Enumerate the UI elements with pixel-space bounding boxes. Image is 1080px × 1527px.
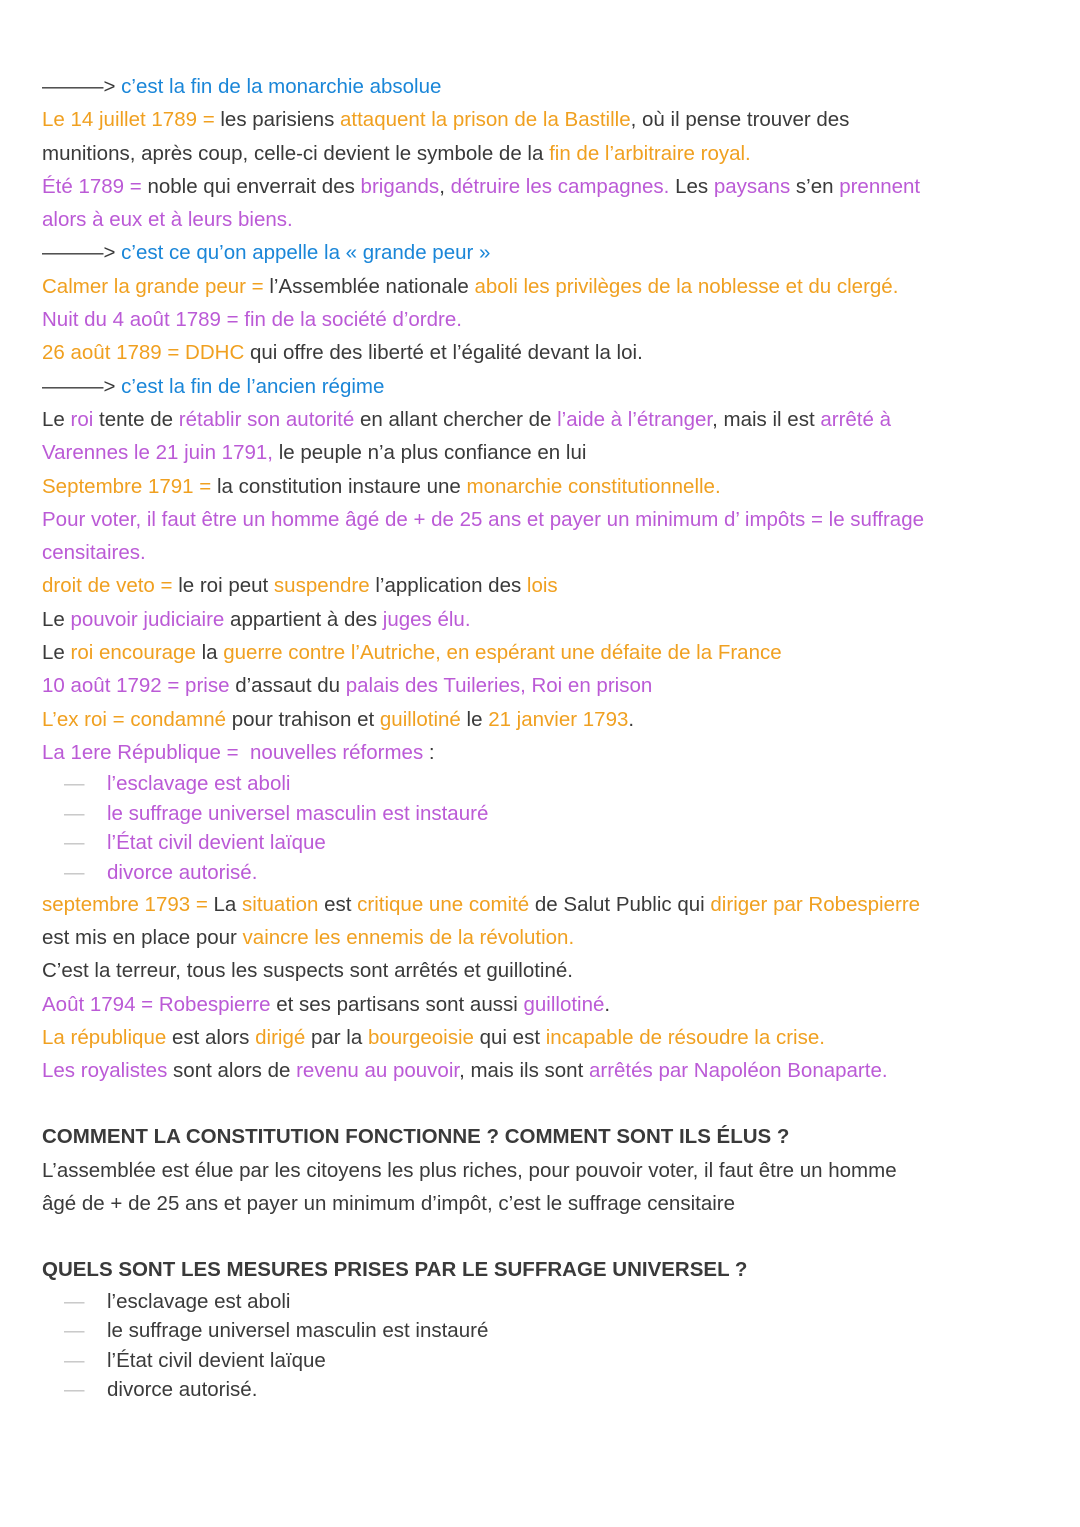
note-text: vaincre les ennemis de la révolution. [242,925,575,949]
note-line [42,336,1038,369]
note-text: s’en [790,174,840,198]
note-text: roi [70,407,94,431]
note-text: détruire les campagnes. [450,174,670,198]
note-text: Pour voter, il faut être un homme âgé de + de 25 ans et payer un minimum d’ impôts = le suffrage [42,507,924,531]
spacer [42,1220,1038,1253]
suffrage-measures-list [42,1287,1038,1405]
list-item [42,769,1038,799]
dash-marker: — [64,861,85,885]
note-line [42,888,1038,921]
note-line [42,1054,1038,1087]
note-text: suspendre [273,574,370,598]
note-text: l’application des [369,574,527,598]
note-text: alors à eux et à leurs biens. [42,208,293,232]
dash-marker: — [64,1319,85,1343]
note-text: ———> [42,75,122,98]
note-line [42,370,1038,403]
note-text: C’est la terreur, tous les suspects sont arrêtés et guillotiné. [42,959,573,983]
note-text: aboli les privilèges de la noblesse et du clergé. [474,274,899,298]
note-line [42,636,1038,669]
note-text: et ses partisans sont aussi [270,992,524,1016]
note-text: 26 août 1789 = DDHC [42,341,245,365]
note-line [42,736,1038,769]
note-text: est [318,892,358,916]
spacer [42,1087,1038,1120]
note-text: arrêté à [820,407,891,431]
list-item [42,828,1038,858]
note-line [42,403,1038,436]
note-line [42,669,1038,702]
constitution-answer-line: âgé de + de 25 ans et payer un minimum d’impôt, c’est le suffrage censitaire [42,1191,736,1215]
note-text: pouvoir judiciaire [70,607,225,631]
note-text: les parisiens [220,108,341,132]
note-text: situation [242,892,319,916]
note-line [42,954,1038,987]
note-text: nouvelles réformes [250,740,424,764]
note-text: d’assaut du [229,674,346,698]
note-text: Le [42,407,71,431]
dash-marker: — [64,772,85,796]
note-text: prennent [839,174,921,198]
note-text: L’ex roi = condamné [42,707,227,731]
note-line [42,603,1038,636]
note-text: diriger par Robespierre [710,892,921,916]
note-text: c’est la fin de la monarchie absolue [121,75,442,98]
note-line [42,988,1038,1021]
note-text: est mis en place pour [42,925,243,949]
list-item [42,858,1038,888]
list-item-text: le suffrage universel masculin est instauré [107,1319,489,1343]
note-text: , mais ils sont [459,1059,589,1083]
section-heading-constitution: COMMENT LA CONSTITUTION FONCTIONNE ? COMMENT SONT ILS ÉLUS ? [42,1125,790,1149]
list-item-text: l’État civil devient laïque [107,1348,326,1372]
note-line [42,203,1038,236]
note-text: censitaires. [42,541,146,565]
note-line [42,137,1038,170]
note-text: Calmer la grande peur = [42,274,270,298]
note-line [42,436,1038,469]
note-text: paysans [713,174,791,198]
list-item [42,1287,1038,1317]
note-text: palais des Tuileries, Roi en prison [345,674,653,698]
note-text: rétablir son autorité [178,407,355,431]
note-text: Varennes le 21 juin 1791, [42,441,273,465]
list-item-text: l’esclavage est aboli [107,772,291,796]
note-text: 21 janvier 1793 [488,707,629,731]
note-text: Août 1794 = Robespierre [42,992,271,1016]
note-line [42,170,1038,203]
note-text: guillotiné [523,992,605,1016]
note-text: le peuple n’a plus confiance en lui [273,441,587,465]
note-text: appartient à des [224,607,383,631]
note-line [42,921,1038,954]
note-line [42,303,1038,336]
note-line [42,103,1038,136]
note-text: 10 août 1792 = prise [42,674,230,698]
note-text: arrêtés par Napoléon Bonaparte. [588,1059,888,1083]
note-text: sont alors de [167,1059,297,1083]
constitution-answer-line: L’assemblée est élue par les citoyens les plus riches, pour pouvoir voter, il faut être un homme [42,1158,897,1182]
note-text: c’est la fin de l’ancien régime [121,374,385,398]
note-text: La 1ere République = [42,740,245,764]
note-text: l’aide à l’étranger [557,407,713,431]
revolution-notes [42,70,1038,769]
note-line [42,1021,1038,1054]
note-text: bourgeoisie [367,1025,474,1049]
note-line [42,70,1038,103]
dash-marker: — [64,1378,85,1402]
dash-marker: — [64,1348,85,1372]
note-line [42,236,1038,269]
note-text: Les [669,174,714,198]
note-text: brigands [360,174,440,198]
list-item-text: l’État civil devient laïque [107,831,326,855]
list-item-text: le suffrage universel masculin est instauré [107,801,489,825]
note-text: Les royalistes [42,1059,168,1083]
note-text: Le [42,607,71,631]
dash-marker: — [64,831,85,855]
note-text: ———> [42,241,122,265]
note-text: de Salut Public qui [529,892,711,916]
note-line [42,503,1038,536]
section-heading-suffrage: QUELS SONT LES MESURES PRISES PAR LE SUFFRAGE UNIVERSEL ? [42,1258,748,1282]
note-text: . [604,992,611,1016]
list-item-text: l’esclavage est aboli [107,1289,291,1313]
note-text: revenu au pouvoir [296,1059,460,1083]
note-text: incapable de résoudre la crise. [545,1025,825,1049]
note-text: qui est [473,1025,546,1049]
note-text: , mais il est [712,407,821,431]
note-text: Été 1789 = [42,174,148,198]
list-item [42,1375,1038,1405]
note-text: monarchie constitutionnelle. [466,474,721,498]
terror-notes [42,888,1038,1088]
note-text: tente de [93,407,179,431]
note-line [42,703,1038,736]
note-text: ———> [42,374,122,398]
note-text: , [439,174,451,198]
note-text: par la [305,1025,368,1049]
note-text: juges élu. [382,607,471,631]
note-text: dirigé [255,1025,306,1049]
note-text: la constitution instaure une [216,474,467,498]
note-text: munitions, après coup, celle-ci devient le symbole de la [42,141,550,165]
note-text: qui offre des liberté et l’égalité devant la loi. [244,341,643,365]
note-text: c’est ce qu’on appelle la « grande peur » [121,241,491,265]
note-text: Le [42,641,71,665]
note-text: Nuit du 4 août 1789 = fin de la société d’ordre. [42,308,462,332]
note-text: roi encourage [70,641,196,665]
note-line [42,270,1038,303]
note-text: en allant chercher de [354,407,558,431]
dash-marker: — [64,801,85,825]
note-text: , où il pense trouver des [630,108,850,132]
note-text: fin de l’arbitraire royal. [549,141,751,165]
dash-marker: — [64,1289,85,1313]
note-text: . [628,707,635,731]
note-text: le roi peut [178,574,274,598]
note-text: Le 14 juillet 1789 = [42,108,221,132]
note-text: attaquent la prison de la Bastille [340,108,631,132]
list-item-text: divorce autorisé. [107,861,258,885]
note-text: La république [42,1025,167,1049]
note-text: Septembre 1791 = [42,474,217,498]
note-text: lois [526,574,558,598]
note-text: le [460,707,489,731]
list-item-text: divorce autorisé. [107,1378,258,1402]
note-text: La [213,892,243,916]
list-item [42,1346,1038,1376]
note-text: guerre contre l’Autriche, en espérant une défaite de la France [223,641,782,665]
note-text: : [423,740,435,764]
note-text: guillotiné [379,707,461,731]
note-line [42,569,1038,602]
reforms-list [42,769,1038,887]
note-text: est alors [166,1025,256,1049]
note-text: droit de veto = [42,574,179,598]
list-item [42,799,1038,829]
note-text: septembre 1793 = [42,892,214,916]
note-text: noble qui enverrait des [147,174,361,198]
note-text: critique une comité [357,892,530,916]
note-line [42,470,1038,503]
list-item [42,1316,1038,1346]
note-text: la [195,641,224,665]
note-text: pour trahison et [226,707,380,731]
note-text: l’Assemblée nationale [269,274,475,298]
note-line [42,536,1038,569]
